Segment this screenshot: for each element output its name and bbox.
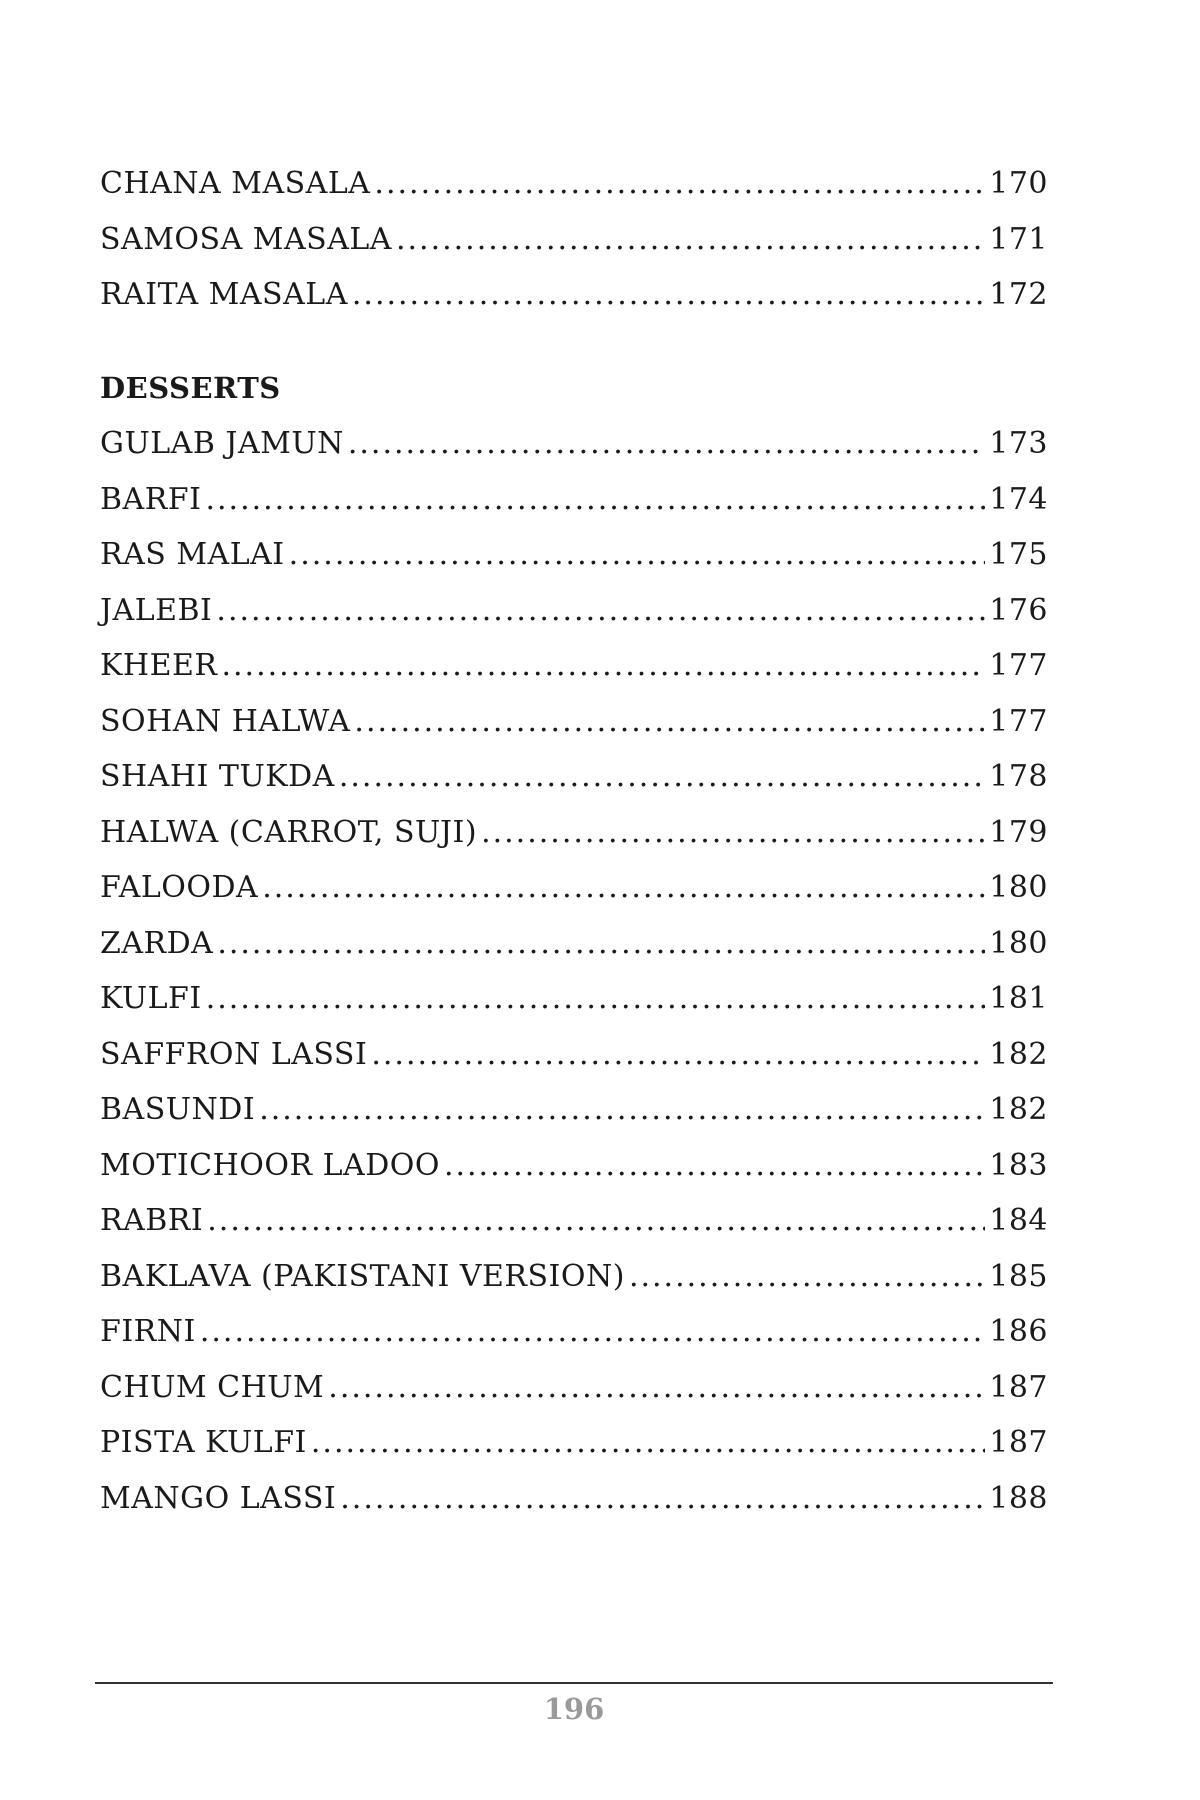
toc-entry-title: MOTICHOOR LADOO	[100, 1147, 440, 1183]
toc-entry	[100, 1249, 1048, 1305]
section-gap	[100, 323, 1048, 361]
dot-leader	[371, 1027, 985, 1083]
toc-entry	[100, 860, 1048, 916]
toc-entry	[100, 156, 1048, 212]
toc-entry	[100, 267, 1048, 323]
dot-leader	[339, 749, 985, 805]
dot-leader	[205, 472, 985, 528]
toc-entry-page: 177	[989, 703, 1048, 739]
toc-entry	[100, 1138, 1048, 1194]
toc-entry	[100, 472, 1048, 528]
toc-entry-page: 171	[989, 221, 1048, 257]
toc-entry	[100, 916, 1048, 972]
dot-leader	[340, 1471, 985, 1527]
dot-leader	[444, 1138, 985, 1194]
toc-entry	[100, 416, 1048, 472]
dot-leader	[348, 416, 985, 472]
dot-leader	[262, 860, 985, 916]
dot-leader	[352, 267, 985, 323]
toc-entry-page: 170	[989, 166, 1048, 201]
toc-entry-page: 180	[989, 925, 1048, 961]
toc-entry	[100, 749, 1048, 805]
dot-leader	[259, 1082, 985, 1138]
toc-entry-page: 182	[989, 1036, 1048, 1072]
toc-entry-page: 176	[989, 592, 1048, 628]
toc-entry-title: MANGO LASSI	[100, 1480, 337, 1516]
toc-entry	[100, 638, 1048, 694]
dot-leader	[328, 1360, 985, 1416]
toc-entry-title: FALOODA	[100, 870, 259, 905]
toc-entry	[100, 1082, 1048, 1138]
toc-entry-page: 173	[989, 426, 1048, 461]
toc-entry-title: RAITA MASALA	[100, 277, 348, 312]
toc-entry-title: SOHAN HALWA	[100, 703, 351, 739]
toc-entry-page: 177	[989, 648, 1048, 683]
toc-entry	[100, 1415, 1048, 1471]
toc-entry-page: 184	[989, 1203, 1048, 1238]
dot-leader	[481, 805, 985, 861]
toc-entry-page: 172	[989, 277, 1048, 312]
toc-entry-page: 180	[989, 870, 1048, 905]
toc-entry-title: JALEBI	[100, 592, 213, 628]
toc-entry-title: SAFFRON LASSI	[100, 1036, 368, 1072]
dot-leader	[221, 638, 985, 694]
toc-entry-title: HALWA (CARROT, SUJI)	[100, 814, 478, 850]
dot-leader	[289, 527, 986, 583]
toc-entry-page: 185	[989, 1258, 1048, 1294]
toc-entry-title: GULAB JAMUN	[100, 426, 344, 461]
toc-entry-title: SHAHI TUKDA	[100, 759, 335, 794]
footer-divider	[95, 1682, 1053, 1684]
toc-entry	[100, 694, 1048, 750]
page-number: 196	[543, 1692, 605, 1726]
toc-entry-title: FIRNI	[100, 1314, 196, 1349]
toc-entry-title: CHUM CHUM	[100, 1369, 325, 1405]
toc-entry	[100, 583, 1048, 639]
toc-entry-title: RAS MALAI	[100, 537, 285, 572]
toc-entry	[100, 1193, 1048, 1249]
toc-entry	[100, 1360, 1048, 1416]
toc-entry-title: KHEER	[100, 648, 218, 683]
toc-entry-page: 187	[989, 1369, 1048, 1405]
toc-entry	[100, 971, 1048, 1027]
dot-leader	[396, 212, 985, 268]
toc-entry	[100, 1471, 1048, 1527]
toc-entry	[100, 1027, 1048, 1083]
dot-leader	[217, 916, 985, 972]
toc-entry-page: 179	[989, 814, 1048, 850]
toc-entry-page: 174	[989, 481, 1048, 517]
toc-entry-title: PISTA KULFI	[100, 1425, 307, 1460]
table-of-contents	[100, 156, 1048, 1526]
toc-entry-page: 178	[989, 759, 1048, 794]
toc-entry-page: 187	[989, 1425, 1048, 1460]
toc-entry-page: 175	[989, 537, 1048, 572]
toc-entry-page: 181	[989, 981, 1048, 1016]
toc-entry-title: ZARDA	[100, 925, 214, 961]
toc-entry-page: 188	[989, 1480, 1048, 1516]
dot-leader	[200, 1304, 985, 1360]
toc-entry-title: CHANA MASALA	[100, 166, 371, 201]
dot-leader	[207, 1193, 985, 1249]
toc-entry	[100, 805, 1048, 861]
toc-entry-title: BARFI	[100, 481, 202, 517]
dot-leader	[354, 694, 985, 750]
dot-leader	[206, 971, 986, 1027]
toc-entry-title: BAKLAVA (PAKISTANI VERSION)	[100, 1258, 625, 1294]
toc-entry	[100, 527, 1048, 583]
section-heading: DESSERTS	[100, 370, 281, 405]
dot-leader	[374, 156, 985, 212]
dot-leader	[311, 1415, 985, 1471]
toc-entry-title: SAMOSA MASALA	[100, 221, 392, 257]
toc-entry-page: 186	[989, 1314, 1048, 1349]
dot-leader	[629, 1249, 985, 1305]
dot-leader	[216, 583, 985, 639]
toc-entry-page: 183	[989, 1147, 1048, 1183]
toc-entry-page: 182	[989, 1092, 1048, 1127]
toc-entry-title: RABRI	[100, 1203, 204, 1238]
toc-entry-title: KULFI	[100, 981, 202, 1016]
toc-entry-title: BASUNDI	[100, 1092, 256, 1127]
toc-entry	[100, 1304, 1048, 1360]
toc-entry	[100, 212, 1048, 268]
